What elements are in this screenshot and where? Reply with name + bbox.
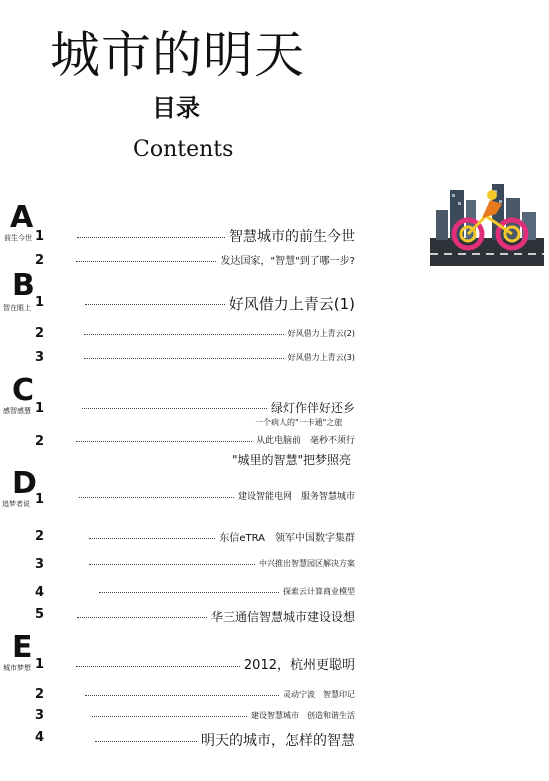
toc-entry[interactable]: [95, 734, 355, 749]
entry-number: 2: [35, 326, 45, 341]
entry-title: 华三通信智慧城市建设设想: [210, 610, 355, 624]
toc-entry[interactable]: [77, 230, 355, 245]
entry-title: 智慧城市的前生今世: [229, 229, 355, 245]
entry-title: 发达国家，"智慧"到了哪一步?: [220, 256, 355, 267]
entry-title: 好风借力上青云(1): [228, 295, 355, 313]
entry-number: 5: [35, 607, 45, 622]
contents-heading: Contents: [133, 137, 234, 162]
section-caption: 追梦者说: [2, 500, 30, 508]
entry-subtitle: 一个病人的"一卡通"之旅: [255, 418, 343, 427]
entry-title: 好风借力上青云(3): [287, 353, 355, 362]
toc-heading: 目录: [152, 94, 200, 122]
entry-title: 建设智慧城市 创造和谐生活: [251, 711, 355, 720]
section-caption: 感智感慧: [3, 407, 31, 415]
entry-title: 2012，杭州更聪明: [243, 658, 355, 673]
dot-leader: [77, 617, 207, 618]
dot-leader: [76, 441, 252, 442]
toc-entry[interactable]: [82, 402, 355, 415]
entry-number: 1: [35, 401, 45, 416]
toc-entry[interactable]: [92, 712, 355, 721]
dot-leader: [99, 592, 279, 593]
toc-entry[interactable]: [99, 588, 355, 597]
dot-leader: [79, 497, 234, 498]
entry-title: 东信eTRA 领军中国数字集群: [219, 533, 355, 544]
entry-title: 灵动宁波 智慧印记: [283, 690, 355, 699]
dot-leader: [77, 237, 225, 238]
entry-subtitle: "城里的智慧"把梦照亮: [232, 453, 352, 467]
entry-number: 3: [35, 557, 45, 572]
dot-leader: [84, 358, 284, 359]
toc-entry[interactable]: [89, 533, 355, 544]
cyclist-city-illustration: [430, 180, 544, 266]
entry-number: 2: [35, 687, 45, 702]
dot-leader: [76, 666, 240, 667]
toc-entry[interactable]: [84, 330, 355, 339]
section-letter: B: [12, 268, 35, 303]
toc-entry[interactable]: [85, 691, 355, 700]
dot-leader: [89, 538, 215, 539]
section-letter: C: [12, 373, 35, 408]
page-title: 城市的明天: [50, 26, 305, 84]
dot-leader: [85, 304, 225, 305]
entry-title: 探索云计算商业模型: [283, 587, 355, 596]
entry-title: 建设智能电网 服务智慧城市: [237, 492, 355, 502]
entry-number: 3: [35, 350, 45, 365]
section-letter: A: [10, 200, 34, 235]
dot-leader: [85, 695, 279, 696]
entry-number: 3: [35, 708, 45, 723]
toc-entry[interactable]: [76, 256, 355, 267]
entry-number: 1: [35, 657, 45, 672]
section-letter: E: [12, 630, 33, 665]
entry-title: 中兴推出智慧园区解决方案: [259, 559, 355, 568]
dot-leader: [76, 261, 216, 262]
toc-entry[interactable]: [85, 296, 355, 313]
entry-number: 1: [35, 295, 45, 310]
toc-entry[interactable]: [84, 354, 355, 363]
entry-title: 从此电脑前 毫秒不须行: [255, 436, 355, 446]
section-caption: 前生今世: [4, 234, 32, 242]
toc-entry[interactable]: [89, 560, 355, 569]
entry-number: 4: [35, 585, 45, 600]
toc-entry[interactable]: [76, 659, 355, 673]
section-caption: 城市梦想: [3, 664, 31, 672]
entry-number: 2: [35, 253, 45, 268]
toc-entry[interactable]: [76, 437, 355, 447]
entry-number: 2: [35, 529, 45, 544]
entry-title: 好风借力上青云(2): [287, 329, 355, 338]
entry-number: 4: [35, 730, 45, 745]
entry-number: 1: [35, 229, 45, 244]
toc-entry[interactable]: [79, 493, 355, 503]
dot-leader: [89, 564, 255, 565]
entry-title: 绿灯作伴好还乡: [270, 401, 355, 415]
toc-entry[interactable]: [77, 611, 355, 624]
entry-title: 明天的城市，怎样的智慧: [201, 733, 355, 749]
entry-number: 2: [35, 434, 45, 449]
entry-number: 1: [35, 492, 45, 507]
dot-leader: [92, 716, 247, 717]
dot-leader: [95, 741, 197, 742]
dot-leader: [84, 334, 284, 335]
dot-leader: [82, 408, 267, 409]
section-letter: D: [12, 466, 37, 501]
section-caption: 智在眼上: [3, 304, 31, 312]
